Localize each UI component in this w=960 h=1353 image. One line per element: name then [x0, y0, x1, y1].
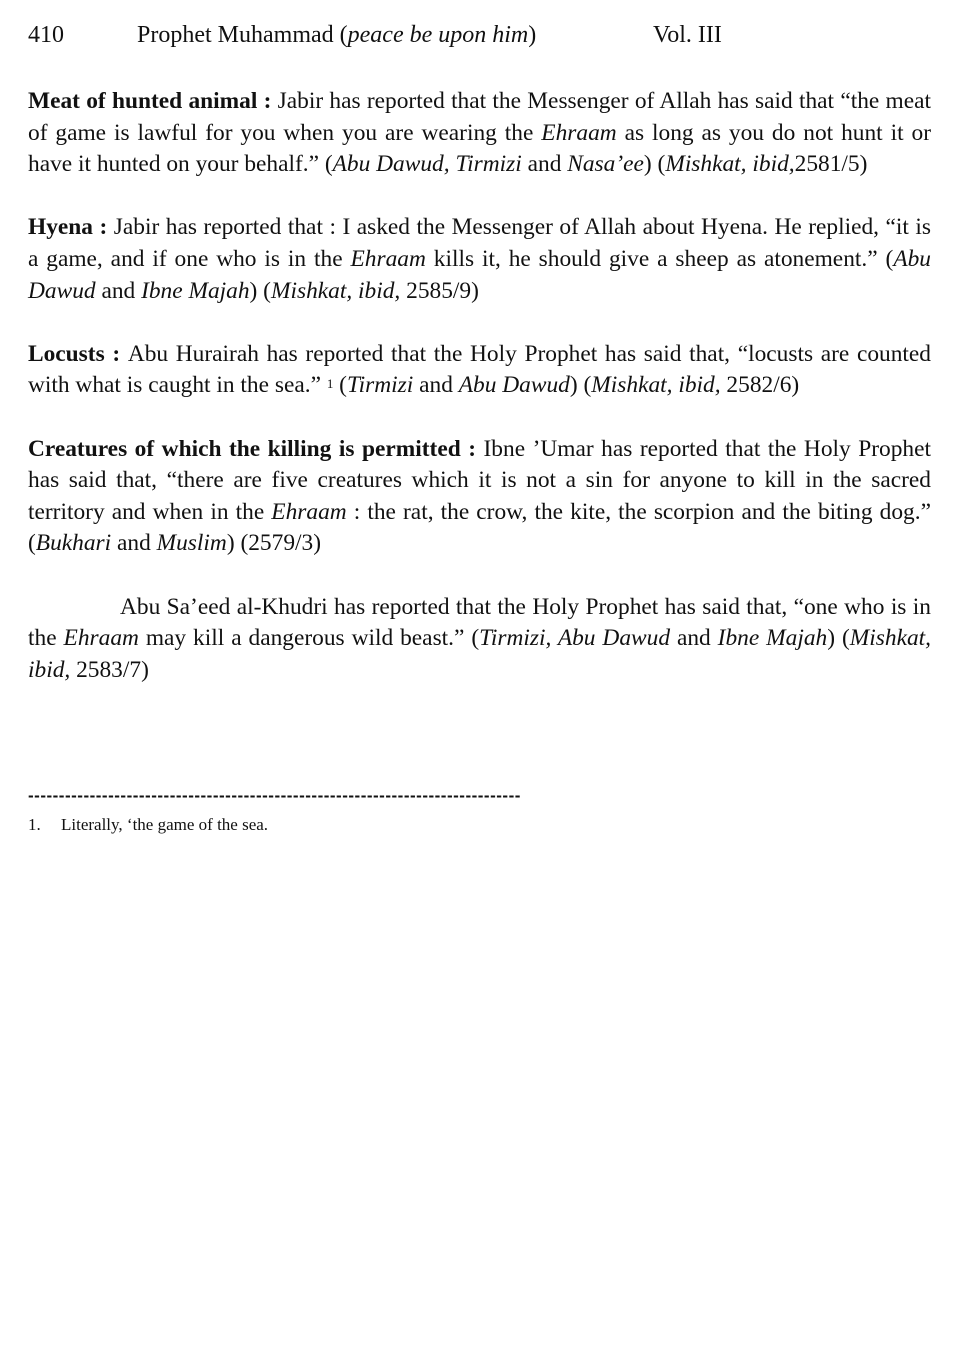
- text-run: kills it, he should give a sheep as atonement.” (: [425, 245, 894, 272]
- text-run: and: [670, 625, 718, 652]
- paragraph-heading: Meat of hunted animal :: [28, 88, 278, 114]
- text-run: ) (: [249, 277, 271, 304]
- paragraph: [28, 339, 931, 402]
- text-run: ) (: [643, 151, 666, 178]
- footnote-text: Literally, ‘the game of the sea.: [61, 815, 269, 834]
- italic-term: Ibne Majah: [717, 625, 828, 652]
- text-run: ) (2579/3): [226, 530, 322, 557]
- text-run: Jabir has reported that the Messenger of Allah has said that “the meat of game is lawful for you when you are wearing the: [28, 88, 932, 146]
- italic-term: Mishkat, ibid,: [591, 372, 721, 399]
- volume-label: Vol. III: [653, 22, 722, 48]
- italic-term: Nasa’ee: [567, 151, 644, 178]
- paragraph: [28, 86, 931, 181]
- text-run: 2581/5): [794, 151, 868, 178]
- page-body: [28, 86, 931, 718]
- footnote-reference: 1: [326, 376, 334, 392]
- text-run: Abu Sa’eed al-Khudri has reported that the Holy Prophet has said that, “one who is in the: [28, 593, 931, 652]
- italic-term: Mishkat, ibid,: [665, 151, 795, 178]
- italic-term: Mishkat, ibid,: [28, 625, 931, 683]
- text-run: and: [111, 530, 157, 557]
- italic-term: Muslim: [156, 530, 227, 557]
- italic-term: Ehraam: [271, 498, 347, 525]
- text-run: 2583/7): [70, 656, 149, 683]
- text-run: Ibne ’Umar has reported that the Holy Prophet has said that, “there are five creatures which it is not a sin for anyone to kill in the sacred territory and when in the: [28, 435, 931, 525]
- footnote-number: 1.: [28, 815, 41, 834]
- italic-term: Abu Dawud: [28, 245, 931, 304]
- paragraph: [28, 434, 931, 560]
- text-run: Abu Hurairah has reported that the Holy Prophet has said that, “locusts are counted with what is caught in the sea.”: [28, 340, 932, 399]
- text-run: ) (: [569, 372, 592, 399]
- text-run: and: [95, 277, 142, 304]
- text-run: Jabir has reported that : I asked the Messenger of Allah about Hyena. He replied, “it is a game, and if one who is in the: [28, 214, 931, 272]
- paragraph-heading: Locusts :: [28, 340, 128, 367]
- italic-term: Bukhari: [35, 530, 112, 557]
- text-run: ) (: [827, 625, 850, 652]
- paragraph: [28, 212, 931, 307]
- italic-term: Abu Dawud: [458, 372, 570, 399]
- italic-term: Ehraam: [350, 245, 426, 272]
- running-title: Prophet Muhammad (peace be upon him): [137, 22, 537, 48]
- text-run: as long as you do not hunt it or have it hunted on your behalf.” (: [28, 119, 931, 178]
- book-title: Prophet Muhammad: [137, 22, 340, 48]
- paragraph: [28, 592, 931, 687]
- text-run: 2582/6): [720, 372, 800, 399]
- footnote: [28, 815, 268, 835]
- text-run: and: [413, 372, 459, 399]
- text-run: 2585/9): [400, 277, 479, 304]
- italic-term: Ehraam: [541, 119, 617, 146]
- italic-term: Tirmizi: [346, 372, 414, 399]
- italic-term: Tirmizi, Abu Dawud: [479, 625, 671, 652]
- page-number: 410: [28, 22, 64, 48]
- text-run: : the rat, the crow, the kite, the scorpion and the biting dog.” (: [28, 498, 931, 557]
- italic-term: Ibne Majah: [141, 277, 250, 304]
- footnote-separator: --------------------------------------------------------------------------------: [28, 786, 521, 805]
- book-title-honorific: peace be upon him: [347, 22, 529, 48]
- paragraph-heading: Creatures of which the killing is permitted :: [28, 435, 484, 462]
- text-run: may kill a dangerous wild beast.” (: [138, 625, 480, 652]
- text-run: and: [521, 151, 568, 178]
- text-run: (: [333, 372, 347, 399]
- paragraph-heading: Hyena :: [28, 214, 114, 241]
- italic-term: Mishkat, ibid,: [270, 277, 401, 304]
- italic-term: Ehraam: [63, 625, 139, 652]
- italic-term: Abu Dawud, Tirmizi: [332, 151, 522, 178]
